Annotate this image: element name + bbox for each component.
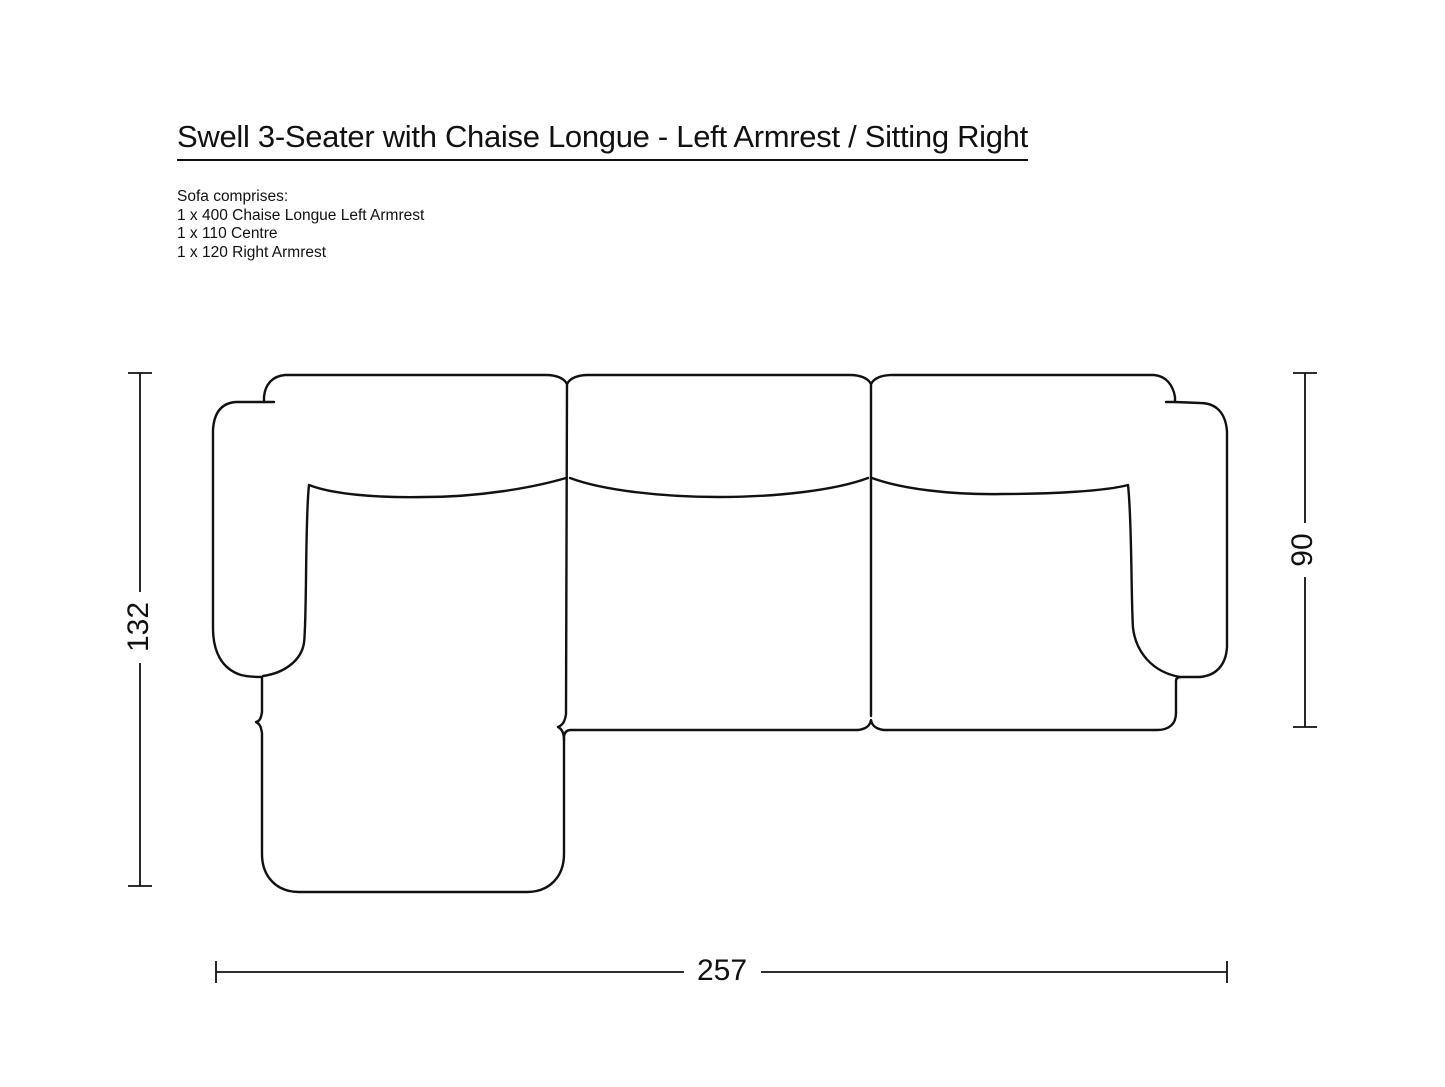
seam-line-chaise-centre <box>558 384 567 740</box>
composition-item: 1 x 110 Centre <box>177 225 278 242</box>
cushion-line-left <box>263 478 566 676</box>
composition-item: 1 x 400 Chaise Longue Left Armrest <box>177 206 425 224</box>
cushion-line-centre <box>570 478 868 497</box>
seat-depth-dimension-label: 90 <box>1286 533 1319 567</box>
composition-item: 1 x 120 Right Armrest <box>177 243 327 261</box>
composition-heading: Sofa comprises: <box>177 188 289 205</box>
cushion-line-right <box>872 478 1180 677</box>
page-title-text: Swell 3-Seater with Chaise Longue - Left Armrest / Sitting Right <box>177 119 1028 161</box>
sofa-outline-path <box>213 375 1227 892</box>
total-depth-dimension-label: 132 <box>122 601 155 653</box>
total-width-dimension-label: 257 <box>696 954 748 987</box>
